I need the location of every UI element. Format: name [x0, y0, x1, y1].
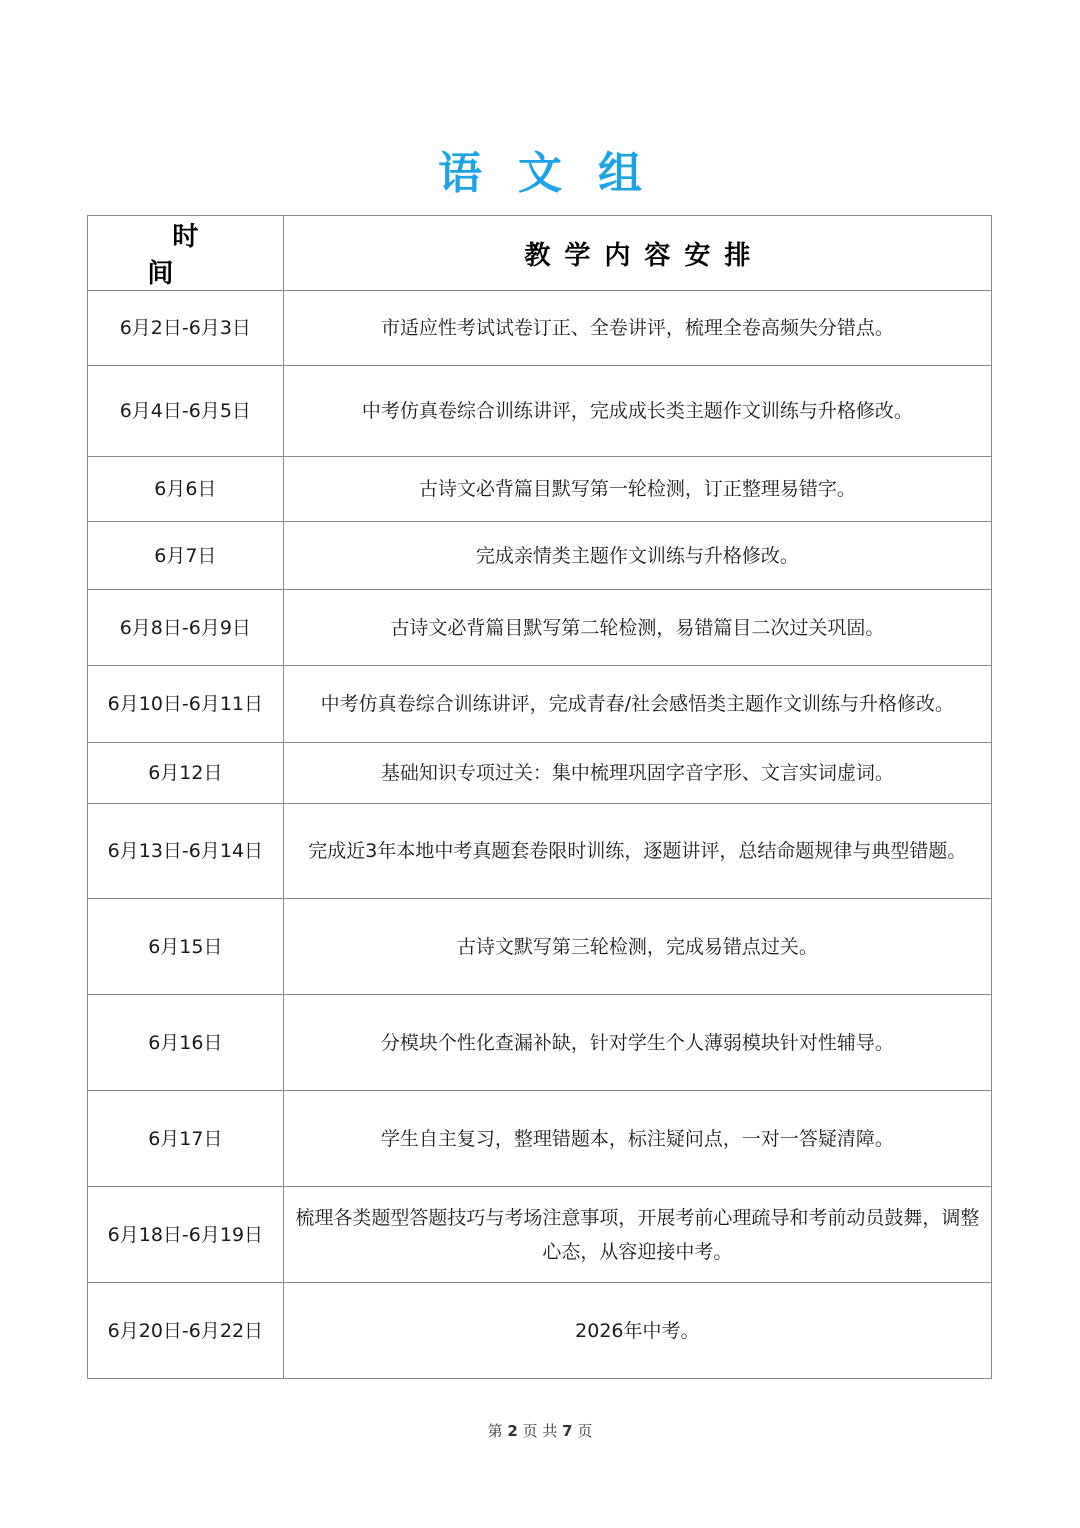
row-date: 6月8日-6月9日	[88, 590, 284, 666]
row-date: 6月15日	[88, 899, 284, 995]
table-row	[88, 804, 992, 899]
row-content: 完成亲情类主题作文训练与升格修改。	[283, 522, 991, 590]
table-row	[88, 995, 992, 1091]
footer-total-pages: 7	[562, 1422, 573, 1440]
row-date: 6月2日-6月3日	[88, 291, 284, 366]
table-row	[88, 590, 992, 666]
row-content: 梳理各类题型答题技巧与考场注意事项，开展考前心理疏导和考前动员鼓舞，调整心态，从容迎接中考。	[283, 1187, 991, 1283]
row-date: 6月4日-6月5日	[88, 366, 284, 457]
page-title: 语文组	[438, 148, 678, 199]
row-content: 分模块个性化查漏补缺，针对学生个人薄弱模块针对性辅导。	[283, 995, 991, 1091]
footer-middle: 页 共	[522, 1422, 558, 1440]
row-content: 古诗文必背篇目默写第一轮检测，订正整理易错字。	[283, 457, 991, 522]
row-content: 市适应性考试试卷订正、全卷讲评，梳理全卷高频失分错点。	[283, 291, 991, 366]
footer-suffix: 页	[577, 1422, 593, 1440]
table-row	[88, 1187, 992, 1283]
row-content: 中考仿真卷综合训练讲评，完成成长类主题作文训练与升格修改。	[283, 366, 991, 457]
row-date: 6月7日	[88, 522, 284, 590]
table-row	[88, 666, 992, 743]
row-content: 完成近3年本地中考真题套卷限时训练，逐题讲评，总结命题规律与典型错题。	[283, 804, 991, 899]
row-content: 中考仿真卷综合训练讲评，完成青春/社会感悟类主题作文训练与升格修改。	[283, 666, 991, 743]
table-row	[88, 1283, 992, 1379]
table-row	[88, 743, 992, 804]
row-content: 古诗文必背篇目默写第二轮检测，易错篇目二次过关巩固。	[283, 590, 991, 666]
row-date: 6月16日	[88, 995, 284, 1091]
table-row	[88, 522, 992, 590]
header-content: 教学内容安排	[283, 216, 991, 291]
row-content: 基础知识专项过关：集中梳理巩固字音字形、文言实词虚词。	[283, 743, 991, 804]
row-date: 6月18日-6月19日	[88, 1187, 284, 1283]
schedule-table	[87, 215, 992, 1379]
row-content: 2026年中考。	[283, 1283, 991, 1379]
row-date: 6月13日-6月14日	[88, 804, 284, 899]
row-date: 6月6日	[88, 457, 284, 522]
row-date: 6月20日-6月22日	[88, 1283, 284, 1379]
table-row	[88, 1091, 992, 1187]
table-header-row	[88, 216, 992, 291]
footer-current-page: 2	[507, 1422, 518, 1440]
row-date: 6月12日	[88, 743, 284, 804]
row-content: 古诗文默写第三轮检测，完成易错点过关。	[283, 899, 991, 995]
row-content: 学生自主复习，整理错题本，标注疑问点，一对一答疑清障。	[283, 1091, 991, 1187]
table-row	[88, 899, 992, 995]
header-date: 时间	[88, 216, 284, 291]
table-row	[88, 457, 992, 522]
page-footer	[0, 1420, 1080, 1441]
row-date: 6月10日-6月11日	[88, 666, 284, 743]
row-date: 6月17日	[88, 1091, 284, 1187]
table-row	[88, 291, 992, 366]
footer-prefix: 第	[487, 1422, 503, 1440]
table-row	[88, 366, 992, 457]
